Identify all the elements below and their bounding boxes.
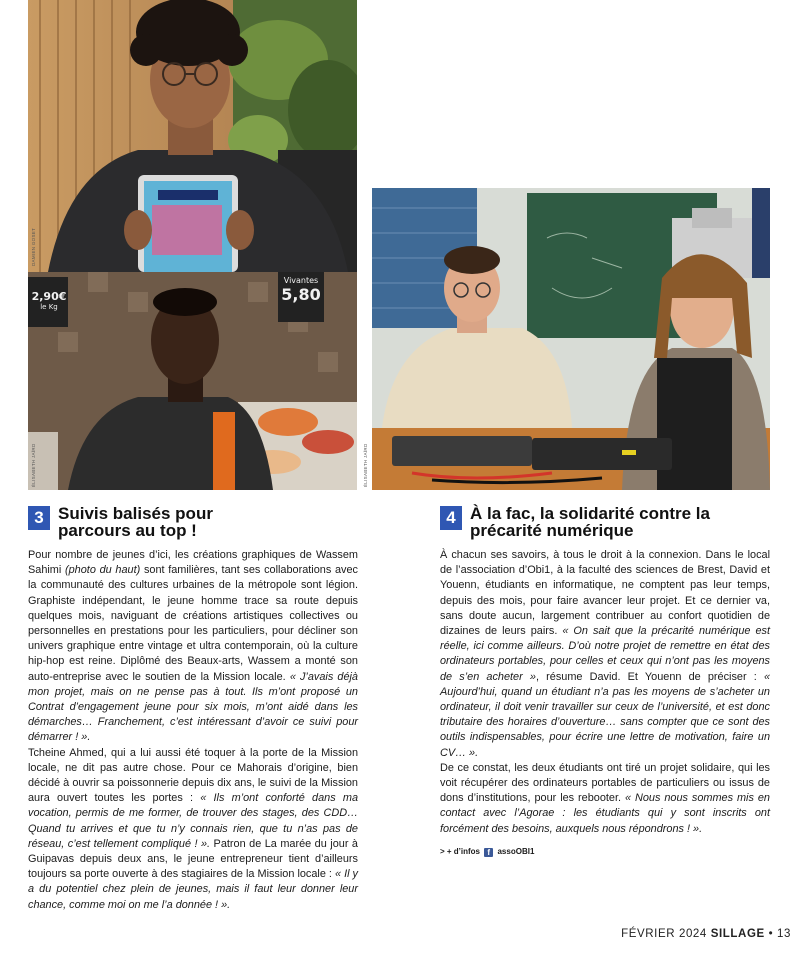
text: Tcheine Ahmed, qui a lui aussi été toquer à la porte de la Mission locale, ne dit pas autre chose. Pour ce Mahorais d’origine, bien décidé à ouvrir sa poissonnerie depuis dix ans, le suivi de la Mission aura ouvert toutes les portes : [28, 746, 358, 805]
section-3-body [28, 548, 358, 913]
facebook-icon: f [484, 848, 493, 857]
quote-tcheine-2: « Il y a du potentiel chez plein de jeunes, mais il faut leur donner leur chance, comme moi on me l’a donnée ! ». [28, 868, 358, 911]
section-3-number: 3 [28, 506, 50, 530]
footer-date: FÉVRIER 2024 [621, 928, 707, 940]
page-footer [621, 928, 791, 940]
quote-wassem: « J’avais déjà mon projet, mais on ne pense pas à tout. Ils m’ont proposé un Contrat d’engagement jeune pour six mois, m’ont aidé dans les démarches… Franchement, c’est intéressant d’avoir ce suivi pour démarrer ! ». [28, 670, 358, 744]
text: De ce constat, les deux étudiants ont tiré un projet solidaire, qui les voit récupérer des ordinateurs portables de particuliers ou issus de dons d’institutions, pour les rebooter. [440, 761, 770, 805]
more-info-line [440, 844, 770, 859]
section-4-body [440, 548, 770, 859]
facebook-handle-link[interactable]: assoOBI1 [497, 846, 535, 856]
text: , résume David. Et Youenn de préciser : [535, 670, 764, 683]
sign-price-left-value: 2,90€ [31, 290, 67, 303]
section-3-title-line2: parcours au top ! [58, 521, 197, 540]
section-4-title-line2: précarité numérique [470, 521, 634, 540]
photo-tcheine-ahmed [28, 272, 357, 490]
sign-price-left [30, 290, 68, 311]
sign-price-right-value: 5,80 [281, 285, 321, 304]
section-4-paragraph-1 [440, 548, 770, 761]
quote-agorae: « Nous nous sommes mis en contact avec l’Agorae : les étudiants qui y sont inscrits ont forcément des besoins, auxquels nous répondrons ! ». [440, 792, 770, 835]
section-4-title-line1: À la fac, la solidarité contre la [470, 504, 710, 523]
section-3-paragraph-2 [28, 746, 358, 913]
credit-right-photo: ÉLISABETH JAÏRD [363, 443, 368, 487]
sign-price-right-title: Vivantes [283, 276, 319, 285]
section-3-title-line1: Suivis balisés pour [58, 504, 213, 523]
section-3-paragraph-1 [28, 548, 358, 746]
section-4-number: 4 [440, 506, 462, 530]
text: sont familières, tant ses collaborations avec la communauté des cultures urbaines de la métropole sont légion. Graphiste indépendant, le jeune homme trace sa route depuis quelques mois, naviguant de créations artistiques collectives ou personnelles en prestations pour les particuliers, pour décliner son univers graphique entre vintage et ultra contemporain, où la culture hip-hop est reine. Diplômé des Beaux-arts, Wassem a monté son auto-entreprise avec le soutien de la Mission locale. [28, 564, 358, 683]
text-italic: (photo du haut) [65, 564, 141, 577]
quote-tcheine-1: « Ils m’ont conforté dans ma vocation, permis de me former, de trouver des stages, des CDD… Quand tu arrives et que tu n’y connais rien, que tu n’as pas de réseau, c’est tellement compliqué ! ». [28, 792, 358, 850]
footer-page-number: • 13 [768, 928, 791, 940]
section-3-title [58, 505, 213, 539]
sign-price-right [278, 276, 324, 304]
photo-students-laptops [372, 188, 770, 490]
more-info-prefix: > + d’infos [440, 846, 481, 856]
text: Patron de La marée du jour à Guipavas depuis deux ans, le jeune entrepreneur tient d’ailleurs toujours sa porte ouverte à des stagiaires de la Mission locale : [28, 837, 358, 881]
section-4-paragraph-2 [440, 761, 770, 837]
photo-wassem-sahimi [28, 0, 357, 272]
quote-david: « On sait que la précarité numérique est réelle, ici comme ailleurs. D’où notre projet de remettre en état des ordinateurs portables, pour celles et ceux qui n’ont pas les moyens de s’en acheter » [440, 625, 770, 683]
footer-magazine-name: SILLAGE [710, 928, 765, 940]
sign-price-left-unit: le Kg [40, 303, 58, 311]
section-4-title [470, 505, 710, 539]
text: À chacun ses savoirs, à tous le droit à la connexion. Dans le local de l’association d’Obi1, à la faculté des sciences de Brest, David et Youenn, étudiants en informatique, ne comptent pas leur temps, depuis des mois, pour faire avancer leur projet. Et ce dernier va, sans doute aucun, largement contribuer au confort quotidien de dizaines de leurs pairs. [440, 549, 770, 638]
credit-middle-photo: ÉLISABETH JAÏRD [31, 443, 36, 487]
quote-youenn: « Aujourd’hui, quand un étudiant n’a pas les moyens de s’acheter un ordinateur, il doit venir travailler sur ceux de l’université, et est donc tributaire des horaires d’ouverture… sans compter que ce sont des outils indispensables, pour écrire une lettre de motivation, faire un CV… ». [440, 670, 770, 759]
credit-top-photo: DAMIEN GOSET [31, 227, 36, 266]
text: Pour nombre de jeunes d’ici, les créations graphiques de Wassem Sahimi [28, 549, 358, 577]
